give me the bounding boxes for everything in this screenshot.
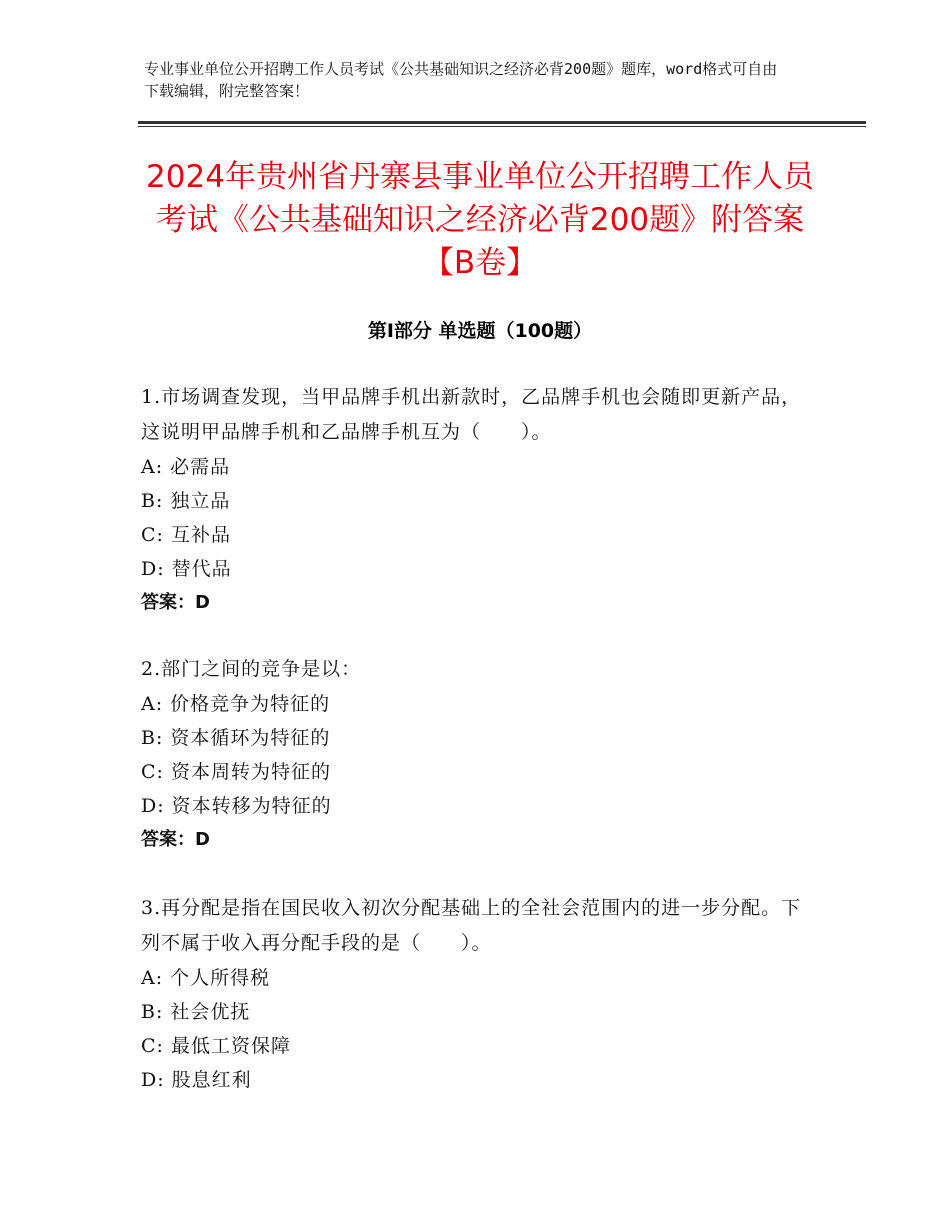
option-d: D: 股息红利 [141,1069,252,1091]
question-3 [141,891,811,1097]
option-a: A: 必需品 [141,456,231,478]
option-d: D: 资本转移为特征的 [141,795,332,817]
option-c: C: 互补品 [141,524,231,546]
question-stem: 3.再分配是指在国民收入初次分配基础上的全社会范围内的进一步分配。下列不属于收入再分配手段的是（ ）。 [141,897,802,954]
option-c: C: 资本周转为特征的 [141,761,331,783]
option-b: B: 独立品 [141,490,231,512]
answer-label: 答案：D [141,592,210,613]
question-stem: 2.部门之间的竞争是以： [141,658,362,680]
header-divider-thin [138,126,866,127]
option-d: D: 替代品 [141,558,232,580]
option-b: B: 社会优抚 [141,1001,251,1023]
question-2 [141,652,811,857]
question-1 [141,380,811,620]
answer-label: 答案：D [141,829,210,850]
option-b: B: 资本循环为特征的 [141,727,331,749]
header-note: 专业事业单位公开招聘工作人员考试《公共基础知识之经济必背200题》题库，word格式可自由下载编辑，附完整答案！ [144,60,778,100]
option-c: C: 最低工资保障 [141,1035,291,1057]
question-stem: 1.市场调查发现，当甲品牌手机出新款时，乙品牌手机也会随即更新产品，这说明甲品牌手机和乙品牌手机互为（ ）。 [141,386,802,443]
option-a: A: 价格竞争为特征的 [141,693,331,715]
section-heading: 第I部分 单选题（100题） [367,320,593,342]
document-title: 2024年贵州省丹寨县事业单位公开招聘工作人员考试《公共基础知识之经济必背200题》附答案【B卷】 [146,159,814,281]
option-a: A: 个人所得税 [141,967,271,989]
header-divider-thick [138,121,866,124]
